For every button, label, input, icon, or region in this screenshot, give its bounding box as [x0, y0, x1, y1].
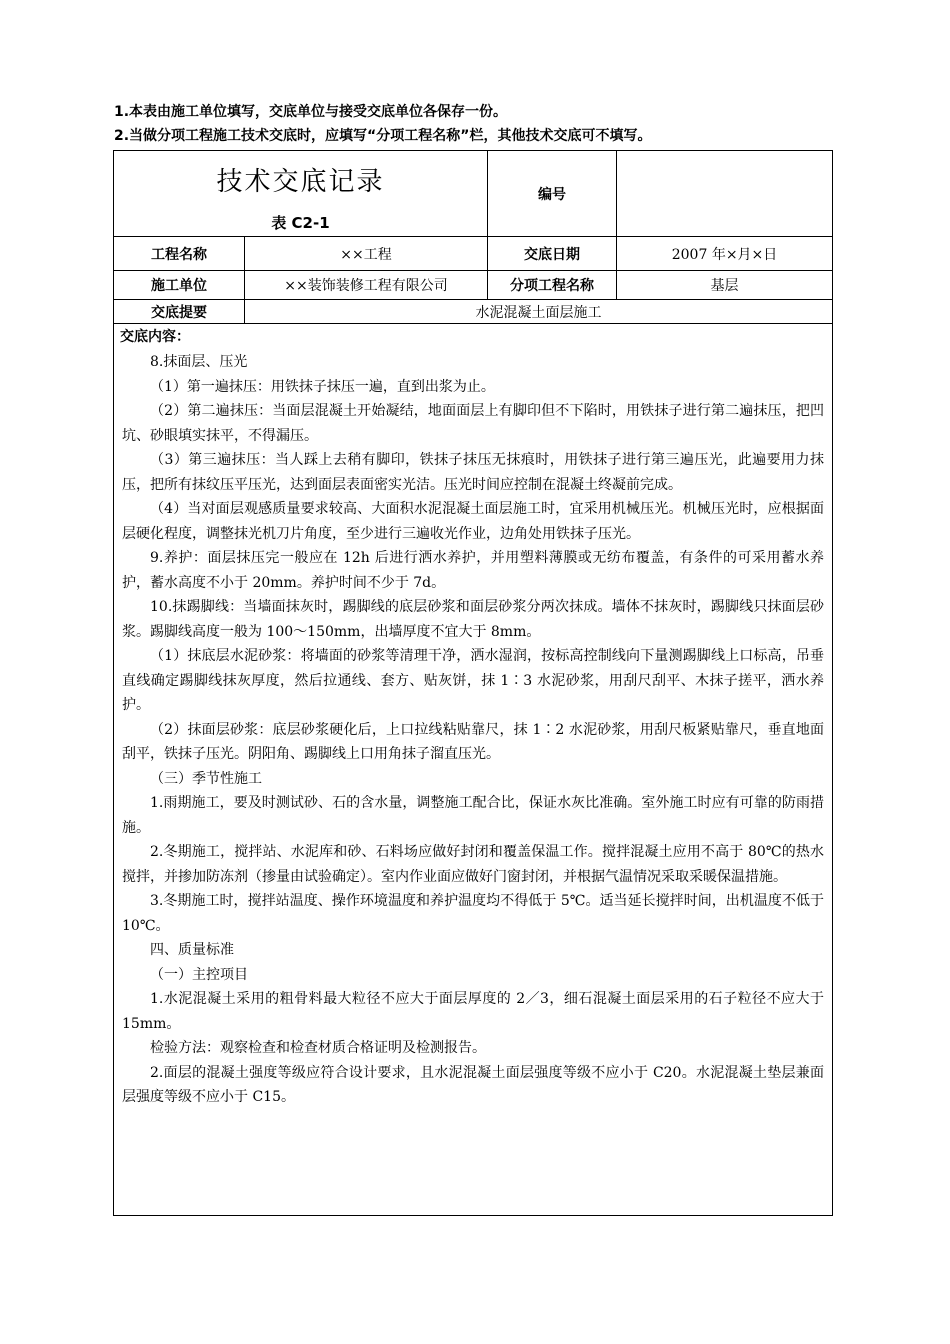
contractor-label: 施工单位: [114, 271, 245, 300]
content-paragraph: （4）当对面层观感质量要求较高、大面积水泥混凝土面层施工时，宜采用机械压光。机械压光时，应根据面层硬化程度，调整抹光机刀片角度，至少进行三遍收光作业，边角处用铁抹子压光。: [122, 501, 825, 542]
instruction-line-1: 1.本表由施工单位填写，交底单位与接受交底单位各保存一份。: [114, 104, 508, 120]
serial-number-label: 编号: [488, 151, 617, 237]
project-name-value: ××工程: [245, 237, 488, 271]
disclosure-content-cell: [114, 324, 833, 1216]
project-name-label: 工程名称: [114, 237, 245, 271]
content-label: 交底内容：: [120, 329, 190, 345]
content-paragraph: （1）抹底层水泥砂浆：将墙面的砂浆等清理干净，洒水湿润，按标高控制线向下量测踢脚线上口标高，吊垂直线确定踢脚线抹灰厚度，然后拉通线、套方、贴灰饼，抹 1∶3 水泥砂浆，用刮尺刮平、木抹子搓平，洒水养护。: [122, 648, 825, 713]
form-title-cell: [114, 151, 488, 237]
content-paragraph: 2.面层的混凝土强度等级应符合设计要求，且水泥混凝土面层强度等级不应小于 C20。水泥混凝土垫层兼面层强度等级不应小于 C15。: [122, 1064, 825, 1105]
summary-label: 交底提要: [114, 300, 245, 324]
form-number: 表 C2-1: [271, 213, 330, 232]
content-paragraph: （三）季节性施工: [150, 770, 262, 787]
content-paragraph: （1）第一遍抹压：用铁抹子抹压一遍，直到出浆为止。: [150, 378, 495, 395]
content-paragraph: 四、质量标准: [150, 942, 234, 958]
contractor-value: ××装饰装修工程有限公司: [245, 271, 488, 300]
disclosure-date-value: 2007 年×月×日: [617, 237, 833, 271]
subitem-name-label: 分项工程名称: [488, 271, 617, 300]
content-body: [114, 350, 832, 1110]
form-instructions: [114, 100, 834, 148]
content-paragraph: （一）主控项目: [150, 966, 248, 983]
instruction-line-2: 2.当做分项工程施工技术交底时，应填写“分项工程名称”栏，其他技术交底可不填写。: [114, 128, 652, 144]
content-paragraph: 1.水泥混凝土采用的粗骨料最大粒径不应大于面层厚度的 2／3，细石混凝土面层采用的石子粒径不应大于 15mm。: [122, 991, 825, 1032]
summary-value: 水泥混凝土面层施工: [245, 300, 833, 324]
content-paragraph: （3）第三遍抹压：当人踩上去稍有脚印，铁抹子抹压无抹痕时，用铁抹子进行第三遍压光，此遍要用力抹压，把所有抹纹压平压光，达到面层表面密实光洁。压光时间应控制在混凝土终凝前完成。: [122, 452, 825, 493]
content-paragraph: （2）第二遍抹压：当面层混凝土开始凝结，地面面层上有脚印但不下陷时，用铁抹子进行第二遍抹压，把凹坑、砂眼填实抹平，不得漏压。: [122, 403, 825, 444]
content-paragraph: 2.冬期施工，搅拌站、水泥库和砂、石料场应做好封闭和覆盖保温工作。搅拌混凝土应用不高于 80℃的热水搅拌，并掺加防冻剂（掺量由试验确定）。室内作业面应做好门窗封闭，并根据气温情况采取采暖保温措施。: [122, 844, 825, 885]
content-paragraph: 3.冬期施工时，搅拌站温度、操作环境温度和养护温度均不得低于 5℃。适当延长搅拌时间，出机温度不低于 10℃。: [122, 893, 825, 934]
form-title: 技术交底记录: [216, 166, 385, 197]
content-paragraph: 9.养护：面层抹压完一般应在 12h 后进行洒水养护，并用塑料薄膜或无纺布覆盖，有条件的可采用蓄水养护，蓄水高度不小于 20mm。养护时间不少于 7d。: [122, 550, 825, 591]
content-paragraph: （2）抹面层砂浆：底层砂浆硬化后，上口拉线粘贴靠尺，抹 1∶2 水泥砂浆，用刮尺板紧贴靠尺，垂直地面刮平，铁抹子压光。阴阳角、踢脚线上口用角抹子溜直压光。: [122, 721, 825, 762]
content-paragraph: 8.抹面层、压光: [150, 354, 248, 370]
technical-disclosure-form: [113, 150, 833, 1216]
subitem-name-value: 基层: [617, 271, 833, 300]
content-paragraph: 检验方法：观察检查和检查材质合格证明及检测报告。: [150, 1040, 486, 1056]
content-paragraph: 1.雨期施工，要及时测试砂、石的含水量，调整施工配合比，保证水灰比准确。室外施工时应有可靠的防雨措施。: [122, 795, 825, 836]
content-paragraph: 10.抹踢脚线：当墙面抹灰时，踢脚线的底层砂浆和面层砂浆分两次抹成。墙体不抹灰时，踢脚线只抹面层砂浆。踢脚线高度一般为 100～150mm，出墙厚度不宜大于 8mm。: [122, 599, 825, 640]
serial-number-value: [617, 151, 833, 237]
disclosure-date-label: 交底日期: [488, 237, 617, 271]
